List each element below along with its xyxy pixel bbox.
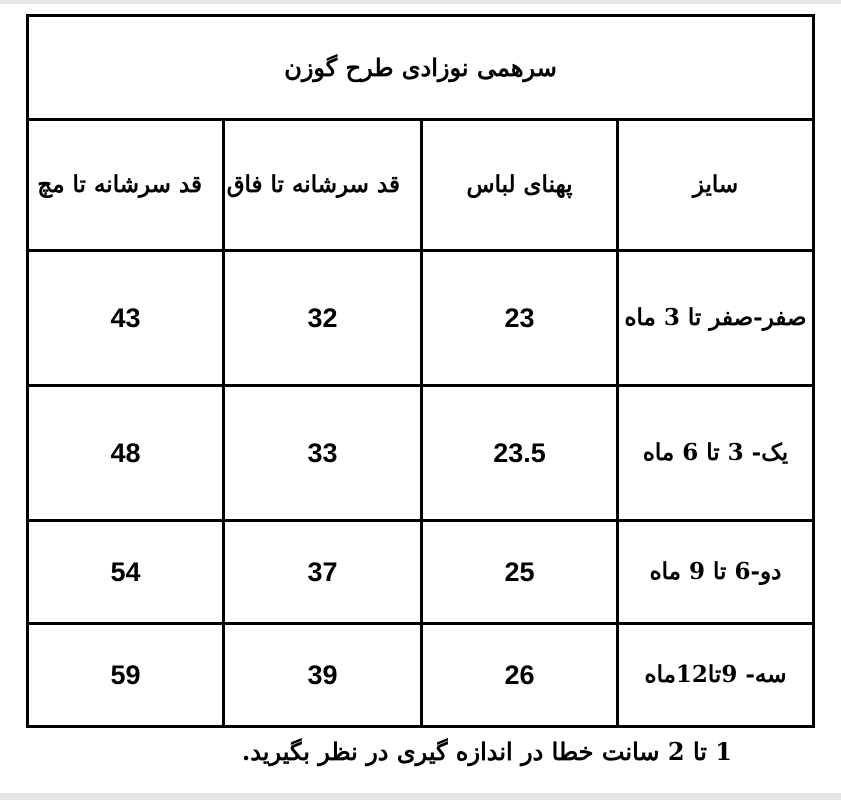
table-row xyxy=(28,521,814,624)
shoulder-to-wrist-cell: 43 xyxy=(28,251,224,386)
table-row xyxy=(28,386,814,521)
measurement-note: 1 تا 2 سانت خطا در اندازه گیری در نظر بگیرید. xyxy=(241,737,732,766)
width-cell: 25 xyxy=(422,521,618,624)
title-row xyxy=(28,16,814,120)
size-cell: یک- 3 تا 6 ماه xyxy=(618,386,814,521)
shoulder-to-wrist-cell: 59 xyxy=(28,624,224,727)
header-shoulder-to-wrist: قد سرشانه تا مچ xyxy=(28,120,224,251)
width-cell: 23 xyxy=(422,251,618,386)
table-title: سرهمی نوزادی طرح گوزن xyxy=(28,16,814,120)
header-size: سایز xyxy=(618,120,814,251)
bottom-border-strip xyxy=(0,793,841,800)
shoulder-to-wrist-cell: 54 xyxy=(28,521,224,624)
shoulder-to-hip-cell: 33 xyxy=(224,386,422,521)
shoulder-to-wrist-cell: 48 xyxy=(28,386,224,521)
table-row xyxy=(28,251,814,386)
size-cell: دو-6 تا 9 ماه xyxy=(618,521,814,624)
width-cell: 26 xyxy=(422,624,618,727)
header-shoulder-to-hip: قد سرشانه تا فاق xyxy=(224,120,422,251)
width-cell: 23.5 xyxy=(422,386,618,521)
shoulder-to-hip-cell: 39 xyxy=(224,624,422,727)
shoulder-to-hip-cell: 37 xyxy=(224,521,422,624)
size-chart-table xyxy=(26,14,815,728)
top-border-strip xyxy=(0,0,841,4)
header-width: پهنای لباس xyxy=(422,120,618,251)
size-cell: سه- 9تا12ماه xyxy=(618,624,814,727)
header-row xyxy=(28,120,814,251)
size-cell: صفر-صفر تا 3 ماه xyxy=(618,251,814,386)
shoulder-to-hip-cell: 32 xyxy=(224,251,422,386)
table-row xyxy=(28,624,814,727)
